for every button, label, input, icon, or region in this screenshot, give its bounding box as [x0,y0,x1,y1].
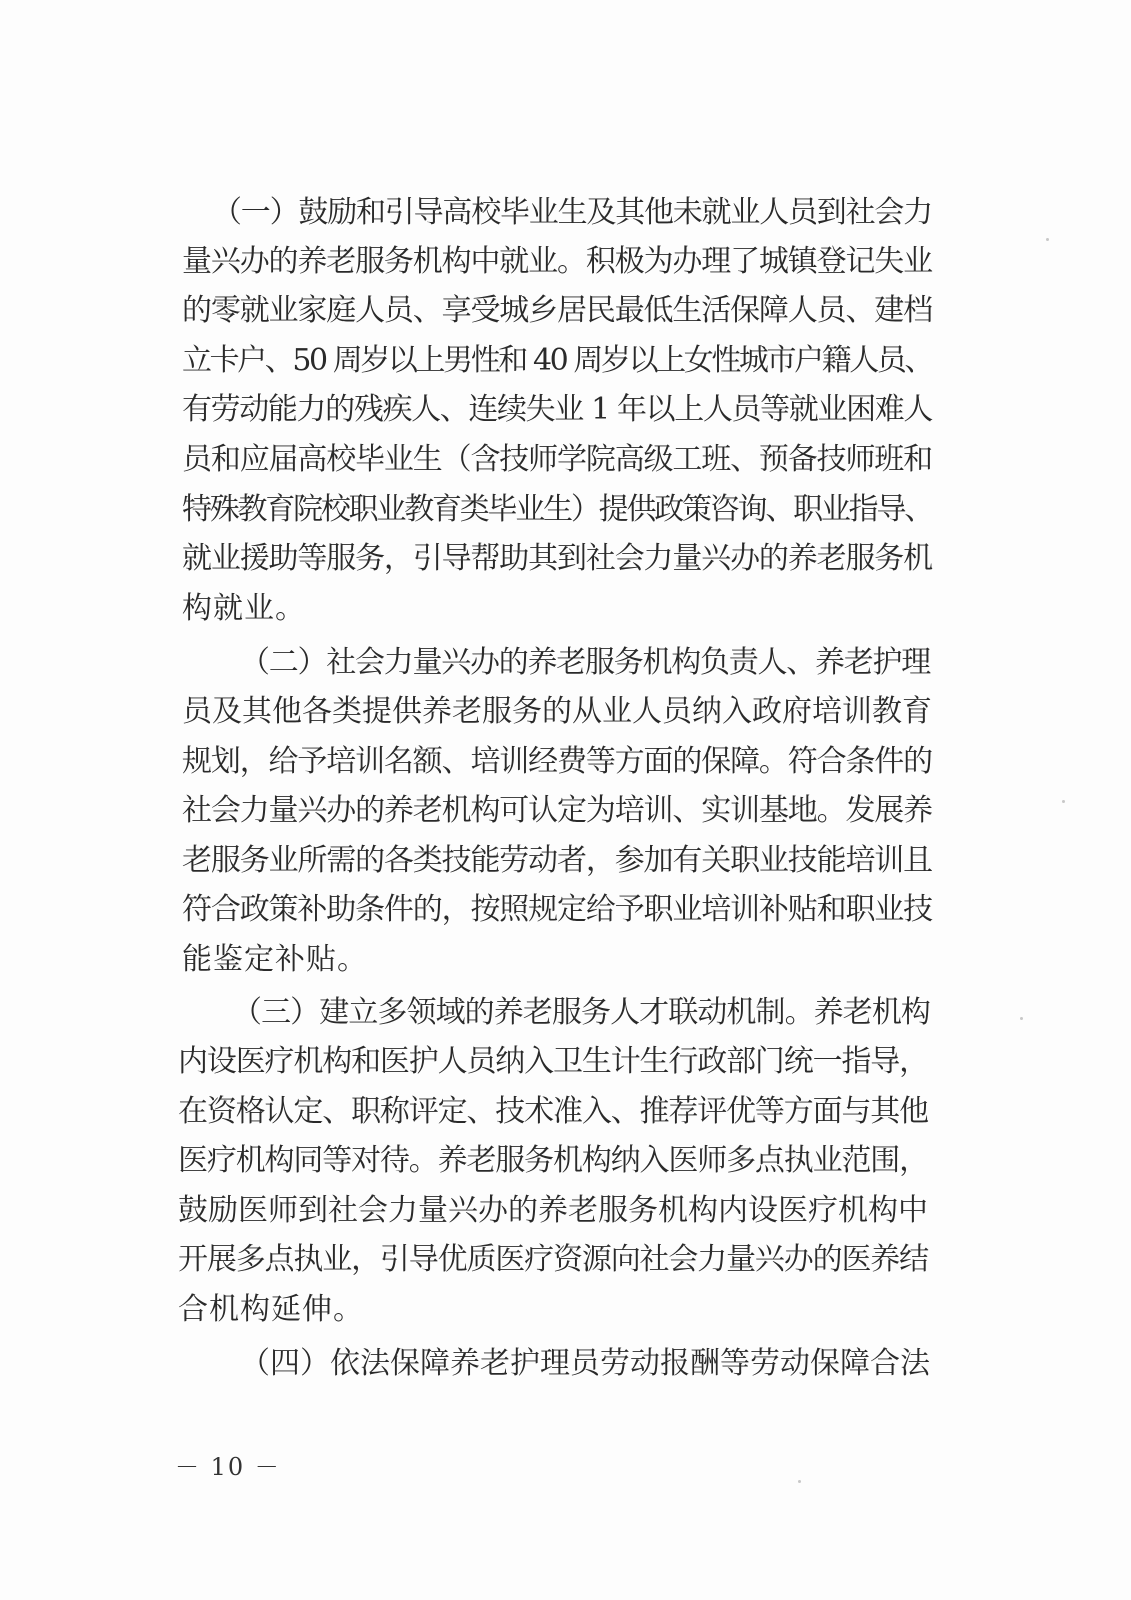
scan-speck [1062,800,1065,803]
text-line: 老服务业所需的各类技能劳动者，参加有关职业技能培训且 [182,843,932,878]
scan-speck [1046,238,1049,241]
text-line: 特殊教育院校职业教育类毕业生）提供政策咨询、职业指导、 [182,492,932,527]
text-line: 构就业。 [182,591,306,626]
text-line: 量兴办的养老服务机构中就业。积极为办理了城镇登记失业 [182,244,932,279]
text-line: 合机构延伸。 [178,1292,364,1327]
text-line: 医疗机构同等对待。养老服务机构纳入医师多点执业范围， [178,1143,928,1178]
scan-speck [798,1480,801,1483]
text-line: 就业援助等服务，引导帮助其到社会力量兴办的养老服务机 [182,541,932,576]
text-line: （二）社会力量兴办的养老服务机构负责人、养老护理 [240,645,930,680]
text-line: 符合政策补助条件的，按照规定给予职业培训补贴和职业技 [182,892,932,927]
scan-speck [1020,1017,1023,1020]
text-line: 的零就业家庭人员、享受城乡居民最低生活保障人员、建档 [182,293,932,328]
text-line: 立卡户、50 周岁以上男性和 40 周岁以上女性城市户籍人员、 [182,343,932,378]
text-line: 有劳动能力的残疾人、连续失业 1 年以上人员等就业困难人 [182,392,932,427]
text-line: （四）依法保障养老护理员劳动报酬等劳动保障合法 [240,1346,930,1381]
page-number: － 10 － [175,1453,281,1481]
text-line: 员及其他各类提供养老服务的从业人员纳入政府培训教育 [182,694,932,729]
text-line: （一）鼓励和引导高校毕业生及其他未就业人员到社会力 [212,195,932,230]
text-line: 内设医疗机构和医护人员纳入卫生计生行政部门统一指导， [178,1044,928,1079]
text-line: 规划，给予培训名额、培训经费等方面的保障。符合条件的 [182,744,932,779]
text-line: 在资格认定、职称评定、技术准入、推荐评优等方面与其他 [178,1094,928,1129]
text-line: 能鉴定补贴。 [182,942,368,977]
text-line: 鼓励医师到社会力量兴办的养老服务机构内设医疗机构中 [178,1193,928,1228]
text-line: （三）建立多领域的养老服务人才联动机制。养老机构 [232,995,930,1030]
text-line: 开展多点执业，引导优质医疗资源向社会力量兴办的医养结 [178,1242,928,1277]
text-line: 员和应届高校毕业生（含技师学院高级工班、预备技师班和 [182,442,932,477]
text-line: 社会力量兴办的养老机构可认定为培训、实训基地。发展养 [182,793,932,828]
